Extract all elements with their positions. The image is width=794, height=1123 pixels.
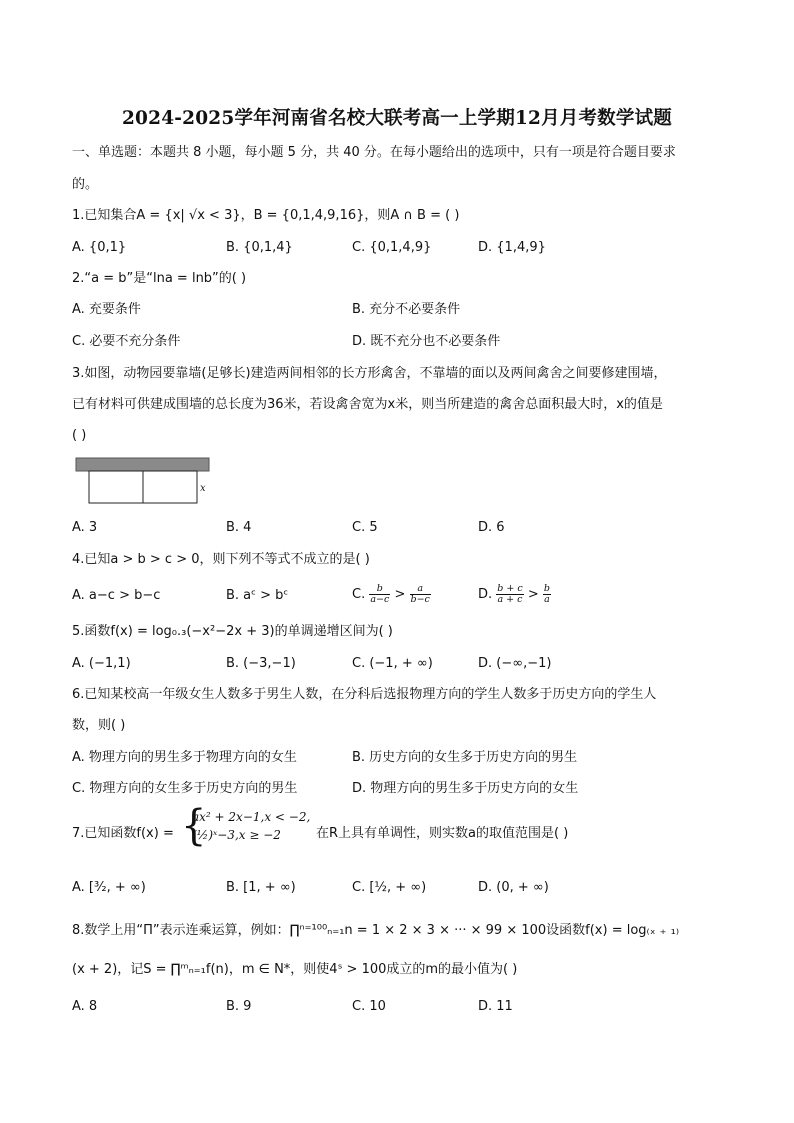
q1-option-c: C. {0,1,4,9} (352, 240, 432, 255)
q3-stem-line3: ( ) (72, 428, 87, 443)
q7-option-c: C. [½, + ∞) (352, 880, 427, 895)
q4-d-fraction-left: $\frac{b + c}{a + c}$ (497, 583, 523, 605)
q3-stem-line1: 3.如图，动物园要靠墙(足够长)建造两间相邻的长方形禽舍，不靠墙的面以及两间禽舍之间要修建围墙， (72, 366, 667, 381)
q8-option-d: D. 11 (478, 999, 513, 1014)
q4-option-b: B. aᶜ > bᶜ (226, 588, 289, 603)
q4-option-c: C. $\frac{b}{a-c}$ > $\frac{a}{b-c}$ (352, 583, 430, 605)
q4-option-d: D. $\frac{b + c}{a + c}$ > $\frac{b}{a}$ (478, 583, 550, 605)
q7-option-a: A. [³⁄₂, + ∞) (72, 880, 146, 895)
q3-option-b: B. 4 (226, 520, 252, 535)
section-heading-line1: 一、单选题：本题共 8 小题，每小题 5 分，共 40 分。在每小题给出的选项中，只有一项是符合题目要求 (72, 145, 676, 160)
q3-option-a: A. 3 (72, 520, 98, 535)
q3-option-c: C. 5 (352, 520, 378, 535)
q5-option-a: A. (−1,1) (72, 656, 131, 671)
q6-stem-line2: 数，则( ) (72, 718, 126, 733)
q7-prefix: 7.已知函数f(x) = (72, 826, 174, 841)
q1-option-b: B. {0,1,4} (226, 240, 293, 255)
q4-option-a: A. a−c > b−c (72, 588, 161, 603)
q7-case-1: ax² + 2x−1,x < −2, (192, 810, 311, 824)
q7-brace: { (181, 801, 207, 851)
q7-case-2: (½)ˣ−3,x ≥ −2 (192, 828, 281, 842)
q4-d-fraction-right: $\frac{b}{a}$ (543, 583, 550, 605)
q8-option-c: C. 10 (352, 999, 386, 1014)
q8-option-a: A. 8 (72, 999, 98, 1014)
q8-stem-line1: 8.数学上用“Π”表示连乘运算，例如：∏ⁿ⁼¹⁰⁰ₙ₌₁n = 1 × 2 × 3 × ··· × 99 × 100设函数f(x) = log₍ₓ ₊ ₁₎ (72, 923, 680, 938)
q7-suffix: 在R上具有单调性，则实数a的取值范围是( ) (316, 826, 569, 841)
q1-option-a: A. {0,1} (72, 240, 127, 255)
q3-width-label: x (200, 483, 206, 494)
q1-option-d: D. {1,4,9} (478, 240, 546, 255)
q6-option-b: B. 历史方向的女生多于历史方向的男生 (352, 750, 578, 765)
q6-option-c: C. 物理方向的女生多于历史方向的男生 (72, 781, 298, 796)
q4-stem: 4.已知a > b > c > 0，则下列不等式不成立的是( ) (72, 552, 370, 567)
q7-option-d: D. (0, + ∞) (478, 880, 549, 895)
q4-c-fraction-right: $\frac{a}{b-c}$ (410, 583, 430, 605)
q6-option-a: A. 物理方向的男生多于物理方向的女生 (72, 750, 297, 765)
q7-cases (192, 808, 310, 844)
q2-option-c: C. 必要不充分条件 (72, 334, 181, 349)
q3-wall (76, 458, 209, 471)
q3-option-d: D. 6 (478, 520, 505, 535)
q5-option-c: C. (−1, + ∞) (352, 656, 433, 671)
q2-option-d: D. 既不充分也不必要条件 (352, 334, 501, 349)
q1-stem: 1.已知集合A = {x| √x < 3}，B = {0,1,4,9,16}，则A ∩ B = ( ) (72, 208, 460, 223)
q5-option-d: D. (−∞,−1) (478, 656, 552, 671)
q4-c-fraction-left: $\frac{b}{a-c}$ (370, 583, 390, 605)
q8-option-b: B. 9 (226, 999, 252, 1014)
q8-stem-line2: (x + 2)，记S = ∏ᵐₙ₌₁f(n)，m ∈ N*，则使4ˢ > 100成立的m的最小值为( ) (72, 962, 518, 977)
q2-option-a: A. 充要条件 (72, 302, 141, 317)
section-heading-line2: 的。 (72, 177, 99, 192)
q2-stem: 2.“a = b”是“lna = lnb”的( ) (72, 271, 247, 286)
q3-stem-line2: 已有材料可供建成围墙的总长度为36米，若设禽舍宽为x米，则当所建造的禽舍总面积最大时，x的值是 (72, 397, 663, 412)
q5-stem: 5.函数f(x) = log₀.₃(−x²−2x + 3)的单调递增区间为( ) (72, 624, 393, 639)
q6-option-d: D. 物理方向的男生多于历史方向的女生 (352, 781, 579, 796)
q3-pen-right (143, 471, 197, 503)
q3-pen-left (89, 471, 143, 503)
q3-enclosure-figure (74, 456, 214, 506)
page-title: 2024-2025学年河南省名校大联考高一上学期12月月考数学试题 (121, 108, 672, 129)
q2-option-b: B. 充分不必要条件 (352, 302, 461, 317)
q7-option-b: B. [1, + ∞) (226, 880, 296, 895)
q6-stem-line1: 6.已知某校高一年级女生人数多于男生人数，在分科后选报物理方向的学生人数多于历史方向的学生人 (72, 687, 657, 702)
q5-option-b: B. (−3,−1) (226, 656, 296, 671)
